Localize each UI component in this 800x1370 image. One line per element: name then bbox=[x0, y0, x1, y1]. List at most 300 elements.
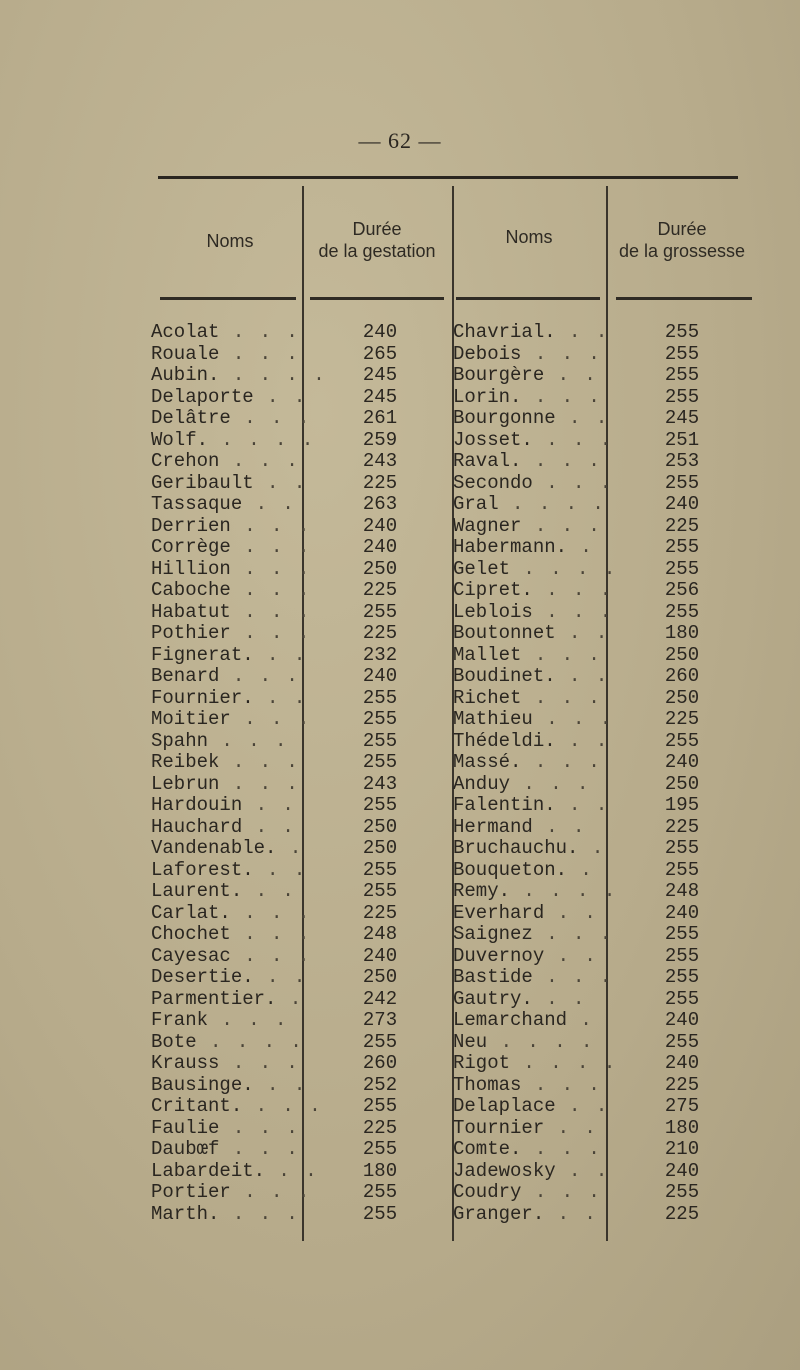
name-cell: Crehon bbox=[151, 450, 220, 472]
value-cell: 256 bbox=[664, 579, 700, 601]
dot-leaders: . . bbox=[265, 1159, 319, 1182]
table-row-name bbox=[453, 665, 610, 688]
value-cell: 255 bbox=[362, 600, 398, 623]
dot-leaders: . . . bbox=[230, 622, 312, 644]
name-cell: Benard bbox=[151, 665, 220, 687]
dot-leaders: . . . bbox=[521, 1138, 602, 1160]
value-cell: 240 bbox=[362, 321, 398, 343]
table-row-name bbox=[453, 494, 605, 516]
right-names-column bbox=[453, 321, 618, 1225]
value-cell: 180 bbox=[664, 622, 700, 644]
name-cell: Hermand bbox=[453, 815, 533, 838]
dot-leaders: . . . bbox=[219, 1202, 300, 1225]
name-cell: Parmentier. bbox=[151, 987, 277, 1010]
dot-leaders: . . bbox=[544, 1202, 598, 1225]
table-row-name bbox=[453, 451, 605, 473]
value-cell: 255 bbox=[664, 600, 700, 623]
name-cell: Thédeldi. bbox=[453, 729, 556, 752]
dot-leaders: . . . bbox=[230, 1181, 312, 1203]
dot-leaders: . . . bbox=[219, 665, 300, 687]
name-cell: Bouqueton. bbox=[453, 858, 568, 881]
value-cell: 250 bbox=[664, 643, 700, 666]
dot-leaders: . . . bbox=[230, 579, 312, 601]
value-cell: 180 bbox=[362, 1159, 398, 1182]
dot-leaders: . . bbox=[532, 987, 587, 1010]
value-cell: 251 bbox=[664, 428, 700, 451]
dot-leaders: . . bbox=[555, 1159, 610, 1182]
name-cell: Mallet bbox=[453, 643, 522, 666]
name-cell: Corrège bbox=[151, 536, 231, 558]
value-cell: 225 bbox=[664, 1073, 700, 1096]
name-cell: Habermann. bbox=[453, 536, 568, 558]
table-row-name bbox=[453, 860, 605, 882]
name-cell: Hillion bbox=[151, 557, 231, 580]
value-cell: 255 bbox=[362, 794, 398, 816]
dot-leaders: . . . bbox=[532, 923, 614, 945]
name-cell: Tassaque bbox=[151, 493, 243, 515]
value-cell: 210 bbox=[664, 1138, 700, 1160]
dot-leaders: . . . . bbox=[196, 1030, 304, 1053]
value-cell: 255 bbox=[362, 751, 398, 773]
value-cell: 255 bbox=[362, 686, 398, 709]
header-left-names: Noms bbox=[206, 231, 254, 251]
dot-leaders: . . . bbox=[521, 385, 602, 408]
name-cell: Marth. bbox=[151, 1202, 220, 1225]
value-cell: 225 bbox=[664, 815, 700, 838]
value-cell: 255 bbox=[664, 385, 700, 408]
value-cell: 240 bbox=[664, 901, 700, 924]
name-cell: Wolf. bbox=[151, 428, 209, 451]
dot-leaders: . . . bbox=[230, 901, 312, 924]
value-cell: 248 bbox=[362, 923, 398, 945]
value-cell: 255 bbox=[362, 708, 398, 730]
dot-leaders: . . . bbox=[230, 536, 312, 558]
dot-leaders: . . . bbox=[532, 471, 614, 494]
table-row-name bbox=[151, 686, 308, 710]
value-cell: 245 bbox=[362, 385, 398, 408]
name-cell: Duvernoy bbox=[453, 944, 545, 967]
dot-leaders: . . bbox=[253, 858, 308, 881]
header-rule bbox=[456, 297, 600, 300]
name-cell: Bourgonne bbox=[453, 407, 556, 429]
header-rule bbox=[310, 297, 444, 300]
dot-leaders: . . . bbox=[532, 708, 614, 730]
dot-leaders: . . bbox=[555, 665, 610, 687]
name-cell: Laforest. bbox=[151, 858, 254, 881]
name-cell: Rigot bbox=[453, 1052, 511, 1074]
value-cell: 259 bbox=[362, 428, 398, 451]
table-row-name bbox=[151, 817, 301, 839]
dot-leaders: . . bbox=[253, 686, 308, 709]
name-cell: Laurent. bbox=[151, 880, 243, 902]
table-row-name bbox=[151, 557, 312, 581]
dot-leaders: . . . bbox=[230, 944, 312, 967]
value-cell: 255 bbox=[664, 342, 700, 365]
name-cell: Mathieu bbox=[453, 708, 533, 730]
name-cell: Everhard bbox=[453, 901, 545, 924]
value-cell: 225 bbox=[664, 708, 700, 730]
value-cell: 260 bbox=[664, 665, 700, 687]
dot-leaders: . . . bbox=[521, 342, 602, 365]
table-row-name bbox=[151, 471, 308, 495]
value-cell: 240 bbox=[362, 944, 398, 967]
table-row-name bbox=[453, 880, 618, 903]
table-row-name bbox=[453, 729, 610, 753]
name-cell: Hardouin bbox=[151, 794, 243, 816]
value-cell: 232 bbox=[362, 643, 398, 666]
dot-leaders: . . . bbox=[521, 1073, 602, 1096]
table-row-name bbox=[453, 645, 605, 667]
dot-leaders: . . . bbox=[242, 1095, 323, 1117]
header-right-duration-line2: de la grossesse bbox=[618, 241, 746, 261]
value-cell: 255 bbox=[362, 858, 398, 881]
dot-leaders: . . bbox=[253, 471, 308, 494]
name-cell: Cayesac bbox=[151, 944, 231, 967]
page-number: — 62 — bbox=[358, 128, 442, 153]
table-row-name bbox=[151, 795, 301, 817]
value-cell: 255 bbox=[664, 557, 700, 580]
table-row-name bbox=[453, 1075, 605, 1097]
value-cell: 240 bbox=[362, 536, 398, 558]
name-cell: Bastide bbox=[453, 966, 533, 988]
name-cell: Portier bbox=[151, 1181, 231, 1203]
dot-leaders: . . . bbox=[230, 600, 312, 623]
table-row-name bbox=[453, 1010, 605, 1032]
table-row-name bbox=[151, 451, 301, 473]
table-row-name bbox=[453, 1095, 610, 1118]
dot-leaders: . . . . bbox=[510, 1052, 618, 1074]
dot-leaders: . . . bbox=[532, 966, 614, 988]
table-row-name bbox=[151, 1073, 308, 1097]
name-cell: Neu bbox=[453, 1030, 488, 1053]
table-row-name bbox=[453, 966, 614, 989]
value-cell: 225 bbox=[362, 1116, 398, 1139]
name-cell: Josset. bbox=[453, 428, 533, 451]
table-row-name bbox=[453, 344, 605, 366]
dot-leaders: . . . bbox=[230, 557, 312, 580]
name-cell: Boudinet. bbox=[453, 665, 556, 687]
name-cell: Bruchauchu. bbox=[453, 837, 579, 859]
table-row-name bbox=[151, 731, 301, 753]
dot-leaders: . . . bbox=[230, 708, 312, 730]
name-cell: Gautry. bbox=[453, 987, 533, 1010]
name-cell: Delâtre bbox=[151, 407, 231, 429]
table-row-name bbox=[151, 643, 308, 667]
dot-leaders: . . . . bbox=[219, 364, 327, 386]
dot-leaders: . bbox=[276, 987, 304, 1010]
dot-leaders: . . . bbox=[521, 751, 602, 773]
value-cell: 255 bbox=[664, 536, 700, 558]
value-cell: 255 bbox=[664, 729, 700, 752]
table-row-name bbox=[453, 1182, 605, 1204]
value-cell: 255 bbox=[362, 1202, 398, 1225]
value-cell: 248 bbox=[664, 880, 700, 902]
name-cell: Chochet bbox=[151, 923, 231, 945]
dot-leaders: . . . bbox=[230, 514, 312, 537]
name-cell: Derrien bbox=[151, 514, 231, 537]
table-row-name bbox=[453, 557, 618, 581]
value-cell: 255 bbox=[362, 729, 398, 752]
value-cell: 240 bbox=[664, 1009, 700, 1031]
table-row-name bbox=[151, 428, 316, 452]
dot-leaders: . . . bbox=[521, 1181, 602, 1203]
right-values-column bbox=[632, 322, 732, 1225]
value-cell: 250 bbox=[362, 557, 398, 580]
value-cell: 225 bbox=[362, 901, 398, 924]
name-cell: Bausinge. bbox=[151, 1073, 254, 1096]
name-cell: Hauchard bbox=[151, 815, 243, 838]
value-cell: 255 bbox=[664, 944, 700, 967]
value-cell: 225 bbox=[362, 471, 398, 494]
table-row-name bbox=[151, 600, 312, 624]
header-right-names: Noms bbox=[505, 227, 553, 247]
value-cell: 255 bbox=[664, 858, 700, 881]
table-row-name bbox=[453, 537, 605, 559]
dot-leaders: . bbox=[567, 536, 594, 558]
dot-leaders: . . . bbox=[521, 686, 602, 709]
table-row-name bbox=[453, 516, 605, 538]
table-row-name bbox=[151, 666, 301, 688]
value-cell: 225 bbox=[362, 622, 398, 644]
name-cell: Gral bbox=[453, 493, 499, 515]
table-row-name bbox=[453, 817, 605, 839]
value-cell: 240 bbox=[664, 493, 700, 515]
table-row-name bbox=[151, 1139, 301, 1161]
table-row-name bbox=[151, 407, 312, 430]
dot-leaders: . . . bbox=[521, 643, 602, 666]
dot-leaders: . . . bbox=[208, 1009, 289, 1031]
dot-leaders: . . bbox=[555, 1095, 610, 1117]
table-row-name bbox=[151, 1053, 301, 1075]
table-row-name bbox=[151, 901, 312, 925]
value-cell: 250 bbox=[664, 772, 700, 795]
dot-leaders: . . . bbox=[219, 751, 300, 773]
table-row-name bbox=[151, 881, 301, 903]
dot-leaders: . . bbox=[544, 364, 598, 386]
value-cell: 250 bbox=[362, 815, 398, 838]
value-cell: 261 bbox=[362, 407, 398, 429]
table-row-name bbox=[453, 794, 610, 817]
dot-leaders: . . . . bbox=[510, 880, 618, 902]
table-row-name bbox=[151, 837, 304, 860]
header-rule bbox=[160, 297, 296, 300]
name-cell: Moitier bbox=[151, 708, 231, 730]
header-rule bbox=[616, 297, 752, 300]
dot-leaders: . . . . bbox=[487, 1030, 595, 1053]
name-cell: Faulie bbox=[151, 1116, 220, 1139]
name-cell: Leblois bbox=[453, 600, 533, 623]
dot-leaders: . . . bbox=[532, 600, 614, 623]
name-cell: Anduy bbox=[453, 772, 511, 795]
name-cell: Spahn bbox=[151, 729, 209, 752]
dot-leaders: . . . bbox=[521, 514, 602, 537]
table-row-name bbox=[453, 1204, 605, 1226]
value-cell: 225 bbox=[664, 514, 700, 537]
dot-leaders: . . bbox=[253, 1073, 308, 1096]
name-cell: Aubin. bbox=[151, 364, 220, 386]
value-cell: 255 bbox=[664, 923, 700, 945]
dot-leaders: . . bbox=[242, 794, 296, 816]
value-cell: 255 bbox=[664, 471, 700, 494]
value-cell: 255 bbox=[664, 1030, 700, 1053]
value-cell: 255 bbox=[664, 837, 700, 859]
table-row-name bbox=[453, 600, 614, 624]
dot-leaders: . . . bbox=[230, 407, 312, 429]
table-row-name bbox=[453, 923, 614, 946]
table-row-name bbox=[151, 752, 301, 774]
dot-leaders: . . . bbox=[532, 579, 614, 601]
name-cell: Debois bbox=[453, 342, 522, 365]
value-cell: 260 bbox=[362, 1052, 398, 1074]
dot-leaders: . . . bbox=[219, 1116, 300, 1139]
value-cell: 240 bbox=[362, 514, 398, 537]
name-cell: Granger. bbox=[453, 1202, 545, 1225]
dot-leaders: . bbox=[276, 837, 304, 859]
table-row-name bbox=[151, 944, 312, 968]
value-cell: 255 bbox=[664, 364, 700, 386]
dot-leaders: . . . bbox=[510, 772, 591, 795]
table-row-name bbox=[453, 1118, 605, 1140]
name-cell: Lemarchand bbox=[453, 1009, 568, 1031]
dot-leaders: . . bbox=[242, 493, 296, 515]
table-row-name bbox=[453, 579, 614, 602]
value-cell: 195 bbox=[664, 794, 700, 816]
name-cell: Acolat bbox=[151, 321, 220, 343]
table-row-name bbox=[453, 1139, 605, 1161]
table-row-name bbox=[151, 966, 308, 989]
value-cell: 225 bbox=[664, 1202, 700, 1225]
name-cell: Carlat. bbox=[151, 901, 231, 924]
table-row-name bbox=[453, 387, 605, 409]
table-row-name bbox=[453, 708, 614, 731]
name-cell: Lebrun bbox=[151, 772, 220, 795]
table-row-name bbox=[151, 536, 312, 559]
dot-leaders: . . . bbox=[230, 923, 312, 945]
dot-leaders: . . . bbox=[532, 428, 614, 451]
name-cell: Thomas bbox=[453, 1073, 522, 1096]
table-row-name bbox=[151, 1030, 304, 1054]
dot-leaders: . . bbox=[253, 643, 308, 666]
name-cell: Bourgère bbox=[453, 364, 545, 386]
name-cell: Habatut bbox=[151, 600, 231, 623]
value-cell: 255 bbox=[664, 321, 700, 343]
table-row-name bbox=[453, 838, 605, 860]
table-row-name bbox=[151, 1118, 301, 1140]
name-cell: Saignez bbox=[453, 923, 533, 945]
value-cell: 245 bbox=[362, 364, 398, 386]
table-row-name bbox=[151, 322, 301, 344]
left-names-column bbox=[151, 321, 327, 1225]
top-rule bbox=[158, 176, 738, 179]
name-cell: Pothier bbox=[151, 622, 231, 644]
name-cell: Critant. bbox=[151, 1095, 243, 1117]
dot-leaders: . . bbox=[253, 385, 308, 408]
dot-leaders: . . bbox=[532, 815, 587, 838]
value-cell: 243 bbox=[362, 450, 398, 472]
dot-leaders: . . bbox=[253, 966, 308, 988]
table-row-name bbox=[151, 364, 327, 387]
name-cell: Boutonnet bbox=[453, 622, 556, 644]
dot-leaders: . . . bbox=[521, 450, 602, 472]
value-cell: 253 bbox=[664, 450, 700, 472]
header-left-duration-line1: Durée bbox=[352, 219, 402, 239]
table-row-name bbox=[151, 708, 312, 731]
value-cell: 273 bbox=[362, 1009, 398, 1031]
table-row-name bbox=[151, 514, 312, 538]
name-cell: Comte. bbox=[453, 1138, 522, 1160]
name-cell: Geribault bbox=[151, 471, 254, 494]
dot-leaders: . . bbox=[555, 321, 610, 343]
name-cell: Cipret. bbox=[453, 579, 533, 601]
dot-leaders: . . bbox=[555, 729, 610, 752]
table-row-name bbox=[453, 622, 610, 645]
table-row-name bbox=[151, 858, 308, 882]
dot-leaders: . . . . bbox=[208, 428, 316, 451]
dot-leaders: . . . bbox=[219, 321, 300, 343]
value-cell: 240 bbox=[664, 1052, 700, 1074]
name-cell: Bote bbox=[151, 1030, 197, 1053]
name-cell: Fournier. bbox=[151, 686, 254, 709]
table-row-name bbox=[453, 365, 605, 387]
table-row-name bbox=[151, 579, 312, 602]
value-cell: 255 bbox=[362, 880, 398, 902]
table-row-name bbox=[453, 903, 605, 925]
table-row-name bbox=[453, 407, 610, 430]
table-row-name bbox=[151, 987, 304, 1011]
name-cell: Massé. bbox=[453, 751, 522, 773]
name-cell: Richet bbox=[453, 686, 522, 709]
dot-leaders: . . . . bbox=[510, 557, 618, 580]
name-cell: Caboche bbox=[151, 579, 231, 601]
value-cell: 250 bbox=[664, 686, 700, 709]
table-row-name bbox=[453, 688, 605, 710]
value-cell: 250 bbox=[362, 837, 398, 859]
table-row-name bbox=[151, 1095, 323, 1118]
dot-leaders: . . . bbox=[208, 729, 289, 752]
table-row-name bbox=[453, 774, 605, 796]
name-cell: Secondo bbox=[453, 471, 533, 494]
table-row-name bbox=[453, 321, 610, 344]
dot-leaders: . . bbox=[544, 1116, 598, 1139]
name-cell: Frank bbox=[151, 1009, 209, 1031]
value-cell: 225 bbox=[362, 579, 398, 601]
value-cell: 255 bbox=[362, 1095, 398, 1117]
name-cell: Labardeit. bbox=[151, 1159, 266, 1182]
value-cell: 180 bbox=[664, 1116, 700, 1139]
header-left-duration-line2: de la gestation bbox=[318, 241, 436, 261]
name-cell: Raval. bbox=[453, 450, 522, 472]
name-cell: Vandenable. bbox=[151, 837, 277, 859]
value-cell: 255 bbox=[362, 1030, 398, 1053]
header-right-duration bbox=[606, 218, 758, 262]
value-cell: 250 bbox=[362, 966, 398, 988]
name-cell: Fignerat. bbox=[151, 643, 254, 666]
name-cell: Falentin. bbox=[453, 794, 556, 816]
name-cell: Wagner bbox=[453, 514, 522, 537]
table-row-name bbox=[453, 1159, 610, 1183]
table-row-name bbox=[151, 1010, 301, 1032]
value-cell: 242 bbox=[362, 987, 398, 1010]
table-row-name bbox=[151, 344, 301, 366]
table-row-name bbox=[453, 946, 605, 968]
dot-leaders: . . bbox=[544, 901, 598, 924]
table-row-name bbox=[453, 1032, 605, 1054]
value-cell: 255 bbox=[362, 1181, 398, 1203]
name-cell: Daubœf bbox=[151, 1138, 220, 1160]
value-cell: 265 bbox=[362, 342, 398, 365]
dot-leaders: . . . bbox=[219, 1052, 300, 1074]
dot-leaders: . . bbox=[555, 622, 610, 644]
